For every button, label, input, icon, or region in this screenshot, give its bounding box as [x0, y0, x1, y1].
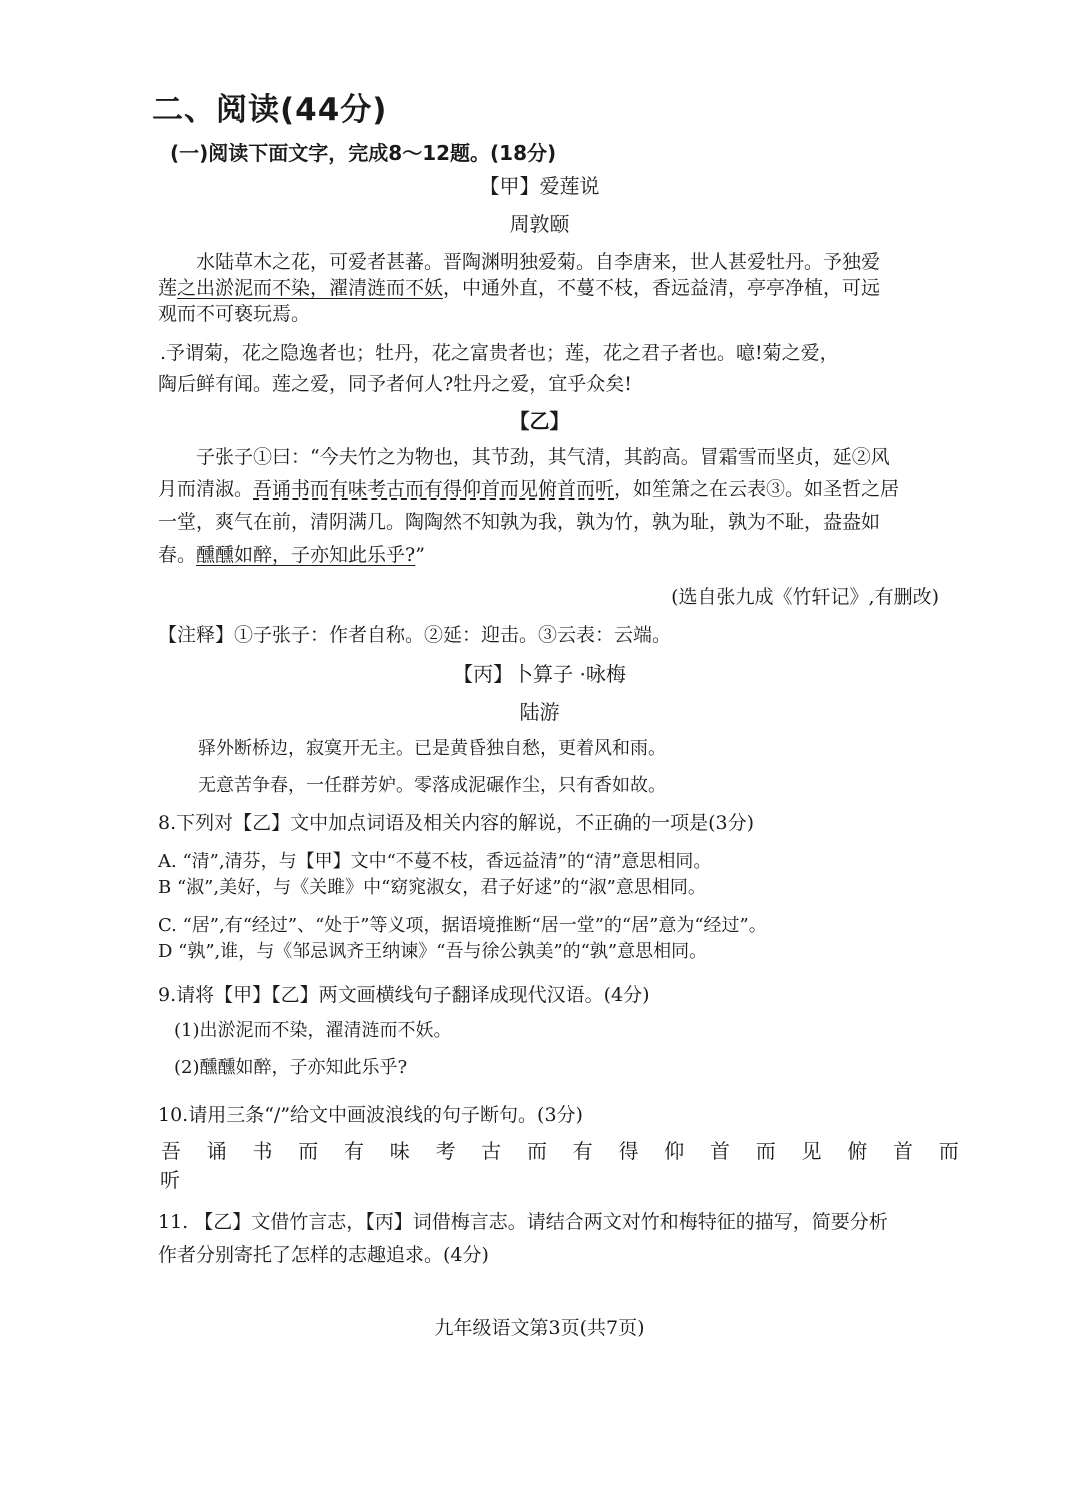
q8-option-a: A. “清”,清芬，与【甲】文中“不蔓不枝，香远益清”的“清”意思相同。: [158, 851, 712, 872]
q10-char: 听: [160, 1168, 180, 1192]
q11-line: 11. 【乙】文借竹言志，【丙】词借梅言志。请结合两文对竹和梅特征的描写，简要分析: [158, 1211, 888, 1233]
q9-stem: 9.请将【甲】【乙】两文画横线句子翻译成现代汉语。(4分): [158, 984, 650, 1006]
q9-sentence-1: (1)出淤泥而不染，濯清涟而不妖。: [174, 1020, 452, 1041]
jia-heading: 【甲】爱莲说: [479, 174, 600, 198]
q10-char: 见: [801, 1139, 822, 1163]
jia-text: 莲: [158, 277, 178, 299]
bing-line: 无意苦争春，一任群芳妒。零落成泥碾作尘，只有香如故。: [198, 775, 666, 796]
yi-text: 春。: [158, 544, 197, 566]
yi-line: 子张子①曰：“今夫竹之为物也，其节劲，其气清，其韵高。冒霜雪而坚贞，延②风: [196, 446, 890, 468]
q10-stem: 10.请用三条“/”给文中画波浪线的句子断句。(3分): [158, 1104, 583, 1126]
yi-heading: 【乙】: [509, 409, 570, 433]
q10-char-row: [160, 1135, 960, 1164]
jia-line: [158, 273, 880, 300]
section-title: 二、阅读(44分): [152, 92, 388, 128]
q10-char: 得: [618, 1139, 639, 1163]
page-footer: 九年级语文第3页(共7页): [434, 1317, 645, 1339]
jia-text: ，中通外直，不蔓不枝，香远益清，亭亭净植，可远: [443, 277, 881, 299]
q10-char: 有: [344, 1139, 364, 1163]
q10-char: 而: [527, 1139, 547, 1163]
underlined-sentence: 之出淤泥而不染，濯清涟而不妖: [177, 277, 444, 299]
bing-line: 驿外断桥边，寂寞开无主。已是黄昏独自愁，更着风和雨。: [198, 738, 666, 759]
q10-char: 而: [938, 1139, 959, 1163]
q10-char: 首: [893, 1139, 913, 1163]
q10-char: 仰: [664, 1139, 685, 1163]
yi-line: [158, 540, 425, 567]
q9-sentence-2: (2)醺醺如醉，子亦知此乐乎?: [174, 1057, 408, 1078]
q10-char: 味: [389, 1139, 410, 1163]
q10-char: 古: [481, 1139, 502, 1163]
q10-char: 书: [252, 1139, 273, 1163]
q10-char: 吾: [161, 1139, 181, 1163]
q10-char: 诵: [206, 1139, 227, 1163]
yi-text: ”: [415, 544, 425, 566]
q10-char: 而: [298, 1139, 319, 1163]
q10-char: 有: [572, 1139, 593, 1163]
q11-line: 作者分别寄托了怎样的志趣追求。(4分): [158, 1244, 489, 1266]
q8-option-c: C. “居”,有“经过”、“处于”等义项，据语境推断“居一堂”的“居”意为“经过”。: [158, 915, 767, 936]
bing-author: 陆游: [519, 700, 560, 724]
jia-author: 周敦颐: [509, 212, 570, 236]
yi-source: (选自张九成《竹轩记》,有删改): [671, 586, 939, 608]
q10-char: 俯: [847, 1139, 868, 1163]
bing-heading: 【丙】卜算子 ·咏梅: [453, 662, 626, 686]
part-title: (一)阅读下面文字，完成8～12题。(18分): [170, 141, 557, 165]
yi-text: ，如笙箫之在云表③。如圣哲之居: [614, 478, 900, 500]
wavy-line-sentence: 吾诵书而有味考古而有得仰首而见俯首而听: [253, 478, 615, 500]
q10-char: 而: [755, 1139, 776, 1163]
q10-char: 考: [435, 1139, 456, 1163]
jia-line: .予谓菊，花之隐逸者也；牡丹，花之富贵者也；莲，花之君子者也。噫!菊之爱，: [160, 342, 839, 364]
yi-notes: 【注释】①子张子：作者自称。②延：迎击。③云表：云端。: [158, 624, 672, 646]
q8-stem: 8.下列对【乙】文中加点词语及相关内容的解说，不正确的一项是(3分): [158, 812, 755, 834]
yi-line: [158, 474, 899, 501]
jia-line: 观而不可亵玩焉。: [158, 303, 311, 325]
yi-text: 月而清淑。: [158, 478, 254, 500]
jia-line: 陶后鲜有闻。莲之爱，同予者何人?牡丹之爱，宜乎众矣!: [158, 373, 632, 395]
q10-char: 首: [710, 1139, 730, 1163]
yi-line: 一堂，爽气在前，清阴满几。陶陶然不知孰为我，孰为竹，孰为耻，孰为不耻，盎盎如: [158, 511, 881, 533]
q8-option-b: B “淑”,美好，与《关雎》中“窈窕淑女，君子好逑”的“淑”意思相同。: [158, 877, 706, 898]
jia-line: 水陆草木之花，可爱者甚蕃。晋陶渊明独爱菊。自李唐来，世人甚爱牡丹。予独爱: [196, 251, 881, 273]
q8-option-d: D “孰”,谁，与《邹忌讽齐王纳谏》“吾与徐公孰美”的“孰”意思相同。: [158, 941, 708, 962]
underlined-sentence: 醺醺如醉，子亦知此乐乎?: [196, 544, 416, 566]
